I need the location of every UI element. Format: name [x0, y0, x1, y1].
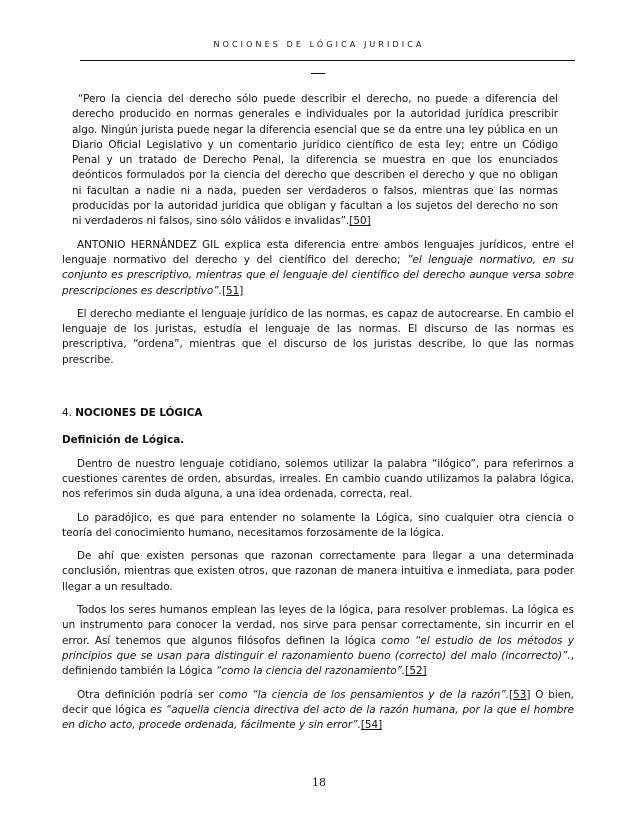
paragraph-paradojico: Lo paradójico, es que para entender no solamente la Lógica, sino cualquier otra ciencia o teoría del conocimiento humano, necesitamos forzosamente de la lógica.: [62, 511, 574, 539]
block-quote: [72, 92, 558, 230]
footnote-link-53[interactable]: [53]: [509, 688, 531, 701]
paragraph-text: , definiendo también la Lógica: [62, 649, 574, 678]
header-rule-tail: [311, 73, 325, 74]
paragraph-autocrearse: El derecho mediante el lenguaje jurídico de las normas, es capaz de autocrearse. En cambio el lenguaje de los juristas, estudía el lenguaje de las normas. El discurso de las normas es prescriptiva, “ordena”, mientras que el discurso de los juristas describe, lo que las normas prescribe.: [62, 307, 574, 366]
footnote-link-51[interactable]: [51]: [221, 284, 244, 297]
document-body: [62, 92, 574, 733]
paragraph-text: Todos los seres humanos emplean las leyes de la lógica, para resolver problemas. La lógica es un instrumento para conocer la verdad, nos sirve para pensar correctamente, sin incurrir en el error. Así tenemos que algunos filósofos definen la lógica: [62, 604, 574, 647]
italic-definition: como “el estudio de los métodos y principios que se usan para distinguir el razonamiento bueno (correcto) del malo (incorrecto)”.: [62, 634, 574, 662]
italic-definition: es “aquella ciencia directiva del acto de la razón humana, por la que el hombre en dicho acto, procede ordenada, fácilmente y sin error”.: [62, 703, 574, 732]
quote-text: “Pero la ciencia del derecho sólo puede describir el derecho, no puede a diferencia del derecho producido en normas generales e individuales por la autoridad jurídica prescribir algo. Ningún jurista puede negar la diferencia esencial que se da entre una ley pública en un Diario Oficial Legislativo y un comentario jurídico científico de esta ley; entre un Código Penal y un tratado de Derecho Penal, la diferencia se muestra en que los enunciados deónticos formulados por la ciencia del derecho que describen el derecho y que no obligan ni facultan a nadie ni a nada, pueden ser verdaderos o falsos, mientras que las normas producidas por la autoridad jurídica que obligan y facultan a los sujetos del derecho no son ni verdaderos ni falsos, sino sólo válidos e invalidas”.: [72, 93, 558, 228]
footnote-link-50[interactable]: [50]: [349, 215, 371, 228]
section-title: NOCIONES DE LÓGICA: [75, 407, 203, 420]
subsection-heading: Definición de Lógica.: [62, 434, 185, 447]
paragraph-personas: De ahí que existen personas que razonan correctamente para llegar a una determinada conclusión, mientras que existen otros, que razonan de manera intuitiva e inmediata, para poder llegar a un resultado.: [62, 550, 574, 593]
paragraph-text: O bien, decir que lógica: [62, 688, 574, 716]
paragraph-humanos: [62, 603, 574, 679]
paragraph-text: Otra definición podría ser: [77, 688, 219, 701]
italic-definition: como “la ciencia de los pensamientos y de la razón”.: [218, 688, 510, 701]
paragraph-otra-definicion: [62, 688, 574, 734]
running-header: NOCIONES DE LÓGICA JURIDICA: [213, 40, 425, 49]
footnote-link-54[interactable]: [54]: [360, 719, 383, 732]
paragraph-hernandez: [62, 238, 574, 299]
paragraph-text: ANTONIO HERNÁNDEZ GIL explica esta diferencia entre ambos lenguajes jurídicos, entre el lenguaje normativo del derecho y del científico del derecho;: [62, 238, 574, 266]
paragraph-cotidiano: Dentro de nuestro lenguaje cotidiano, solemos utilizar la palabra “ilógico”, para referirnos a cuestiones carentes de orden, absurdas, irreales. En cambio cuando utilizamos la palabra lógica, nos referimos sin duda alguna, a una idea ordenada, correcta, real.: [62, 457, 574, 501]
italic-quote: ”el lenguaje normativo, en su conjunto es prescriptivo, mientras que el lenguaje del científico del derecho aunque versa sobre prescripciones es descriptivo”.: [62, 253, 574, 297]
section-heading: [62, 406, 574, 421]
italic-definition: “como la ciencia del razonamiento”.: [215, 665, 406, 678]
footnote-link-52[interactable]: [52]: [405, 665, 427, 678]
page-number: 18: [312, 776, 326, 789]
section-number: 4.: [62, 407, 72, 420]
header-rule: [80, 60, 575, 61]
